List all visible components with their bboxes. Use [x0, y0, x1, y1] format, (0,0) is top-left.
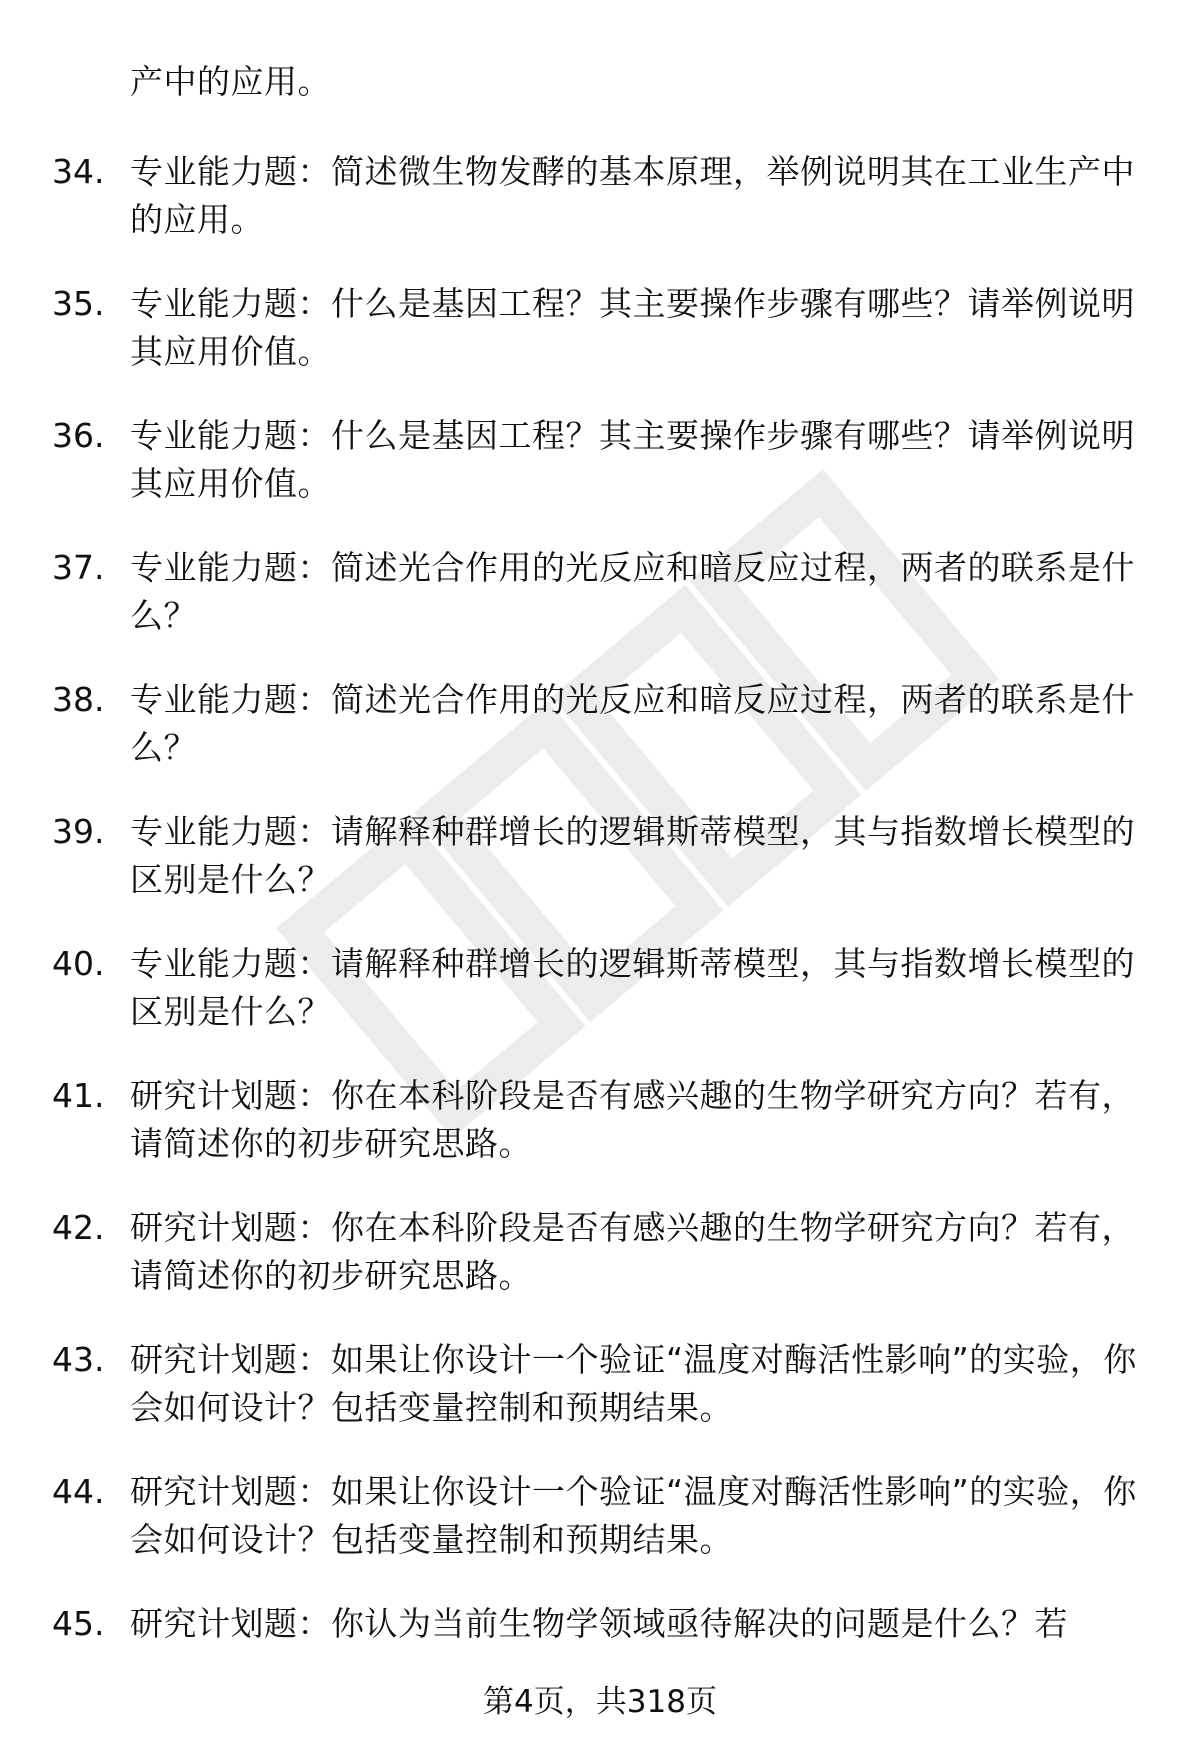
question-list	[0, 148, 1200, 1732]
question-text: 专业能力题：简述微生物发酵的基本原理，举例说明其在工业生产中的应用。	[130, 152, 1135, 239]
question-number: 43.	[52, 1340, 105, 1379]
question-text: 专业能力题：什么是基因工程？其主要操作步骤有哪些？请举例说明其应用价值。	[130, 284, 1135, 371]
list-item	[0, 280, 1200, 412]
question-number: 34.	[52, 152, 105, 191]
question-text: 专业能力题：简述光合作用的光反应和暗反应过程，两者的联系是什么？	[130, 548, 1135, 635]
question-number: 45.	[52, 1604, 105, 1643]
list-item	[0, 1468, 1200, 1600]
question-number: 42.	[52, 1208, 105, 1247]
question-text: 研究计划题：你认为当前生物学领域亟待解决的问题是什么？若	[130, 1604, 1068, 1643]
list-item	[0, 1204, 1200, 1336]
question-number: 41.	[52, 1076, 105, 1115]
list-item	[0, 1336, 1200, 1468]
question-number: 35.	[52, 284, 105, 323]
continued-text: 产中的应用。	[130, 62, 331, 101]
question-number: 37.	[52, 548, 105, 587]
question-text: 研究计划题：如果让你设计一个验证“温度对酶活性影响”的实验，你会如何设计？包括变量控制和预期结果。	[130, 1340, 1137, 1427]
list-item	[0, 544, 1200, 676]
list-item	[0, 412, 1200, 544]
question-text: 专业能力题：简述光合作用的光反应和暗反应过程，两者的联系是什么？	[130, 680, 1135, 767]
question-text: 专业能力题：什么是基因工程？其主要操作步骤有哪些？请举例说明其应用价值。	[130, 416, 1135, 503]
question-text: 专业能力题：请解释种群增长的逻辑斯蒂模型，其与指数增长模型的区别是什么？	[130, 812, 1135, 899]
question-number: 39.	[52, 812, 105, 851]
question-number: 40.	[52, 944, 105, 983]
list-item	[0, 148, 1200, 280]
list-item	[0, 808, 1200, 940]
list-item	[0, 1072, 1200, 1204]
list-item	[0, 676, 1200, 808]
question-text: 研究计划题：你在本科阶段是否有感兴趣的生物学研究方向？若有，请简述你的初步研究思路。	[130, 1208, 1135, 1295]
list-item	[0, 940, 1200, 1072]
question-number: 44.	[52, 1472, 105, 1511]
question-number: 36.	[52, 416, 105, 455]
page-footer: 第4页，共318页	[483, 1684, 717, 1720]
question-text: 专业能力题：请解释种群增长的逻辑斯蒂模型，其与指数增长模型的区别是什么？	[130, 944, 1135, 1031]
question-text: 研究计划题：如果让你设计一个验证“温度对酶活性影响”的实验，你会如何设计？包括变量控制和预期结果。	[130, 1472, 1137, 1559]
question-number: 38.	[52, 680, 105, 719]
question-text: 研究计划题：你在本科阶段是否有感兴趣的生物学研究方向？若有，请简述你的初步研究思路。	[130, 1076, 1135, 1163]
